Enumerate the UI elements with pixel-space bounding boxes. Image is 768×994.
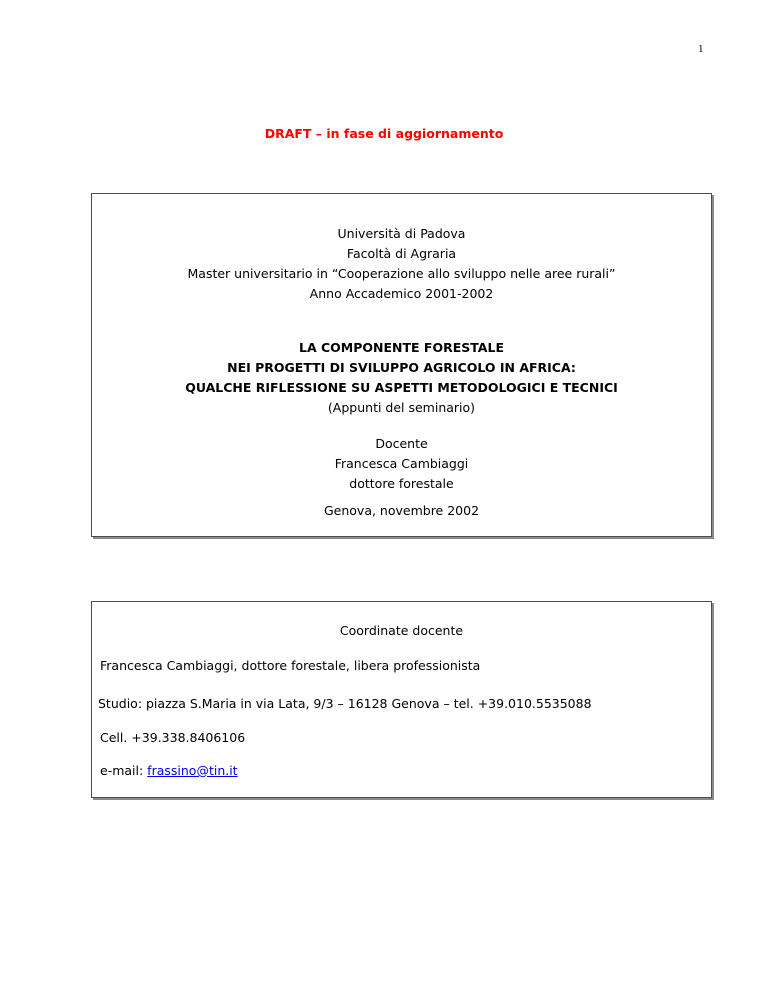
page-number: 1 [698, 43, 704, 55]
lecturer-role: dottore forestale [349, 476, 454, 491]
draft-notice: DRAFT – in fase di aggiornamento [264, 126, 504, 141]
academic-year-line: Anno Accademico 2001-2002 [309, 286, 494, 301]
faculty-line: Facoltà di Agraria [346, 246, 457, 261]
contact-name-line: Francesca Cambiaggi, dottore forestale, libera professionista [100, 658, 481, 673]
master-line: Master universitario in “Cooperazione allo sviluppo nelle aree rurali” [187, 266, 616, 281]
title-line-1: LA COMPONENTE FORESTALE [299, 340, 504, 355]
contact-box [91, 601, 712, 798]
subtitle-line: (Appunti del seminario) [327, 400, 476, 415]
university-line: Università di Padova [337, 226, 466, 241]
contact-studio-line: Studio: piazza S.Maria in via Lata, 9/3 – 16128 Genova – tel. +39.010.5535088 [98, 696, 592, 711]
email-label: e-mail: [100, 763, 148, 778]
contact-cell-line: Cell. +39.338.8406106 [100, 730, 246, 745]
lecturer-label: Docente [375, 436, 428, 451]
title-box [91, 193, 712, 537]
lecturer-name: Francesca Cambiaggi [334, 456, 469, 471]
email-link[interactable]: frassino@tin.it [147, 763, 238, 778]
title-line-2: NEI PROGETTI DI SVILUPPO AGRICOLO IN AFRICA: [227, 360, 576, 375]
contact-heading: Coordinate docente [339, 623, 464, 638]
title-line-3: QUALCHE RIFLESSIONE SU ASPETTI METODOLOGICI E TECNICI [185, 380, 618, 395]
contact-email-line [100, 763, 238, 778]
place-date-line: Genova, novembre 2002 [323, 503, 480, 518]
